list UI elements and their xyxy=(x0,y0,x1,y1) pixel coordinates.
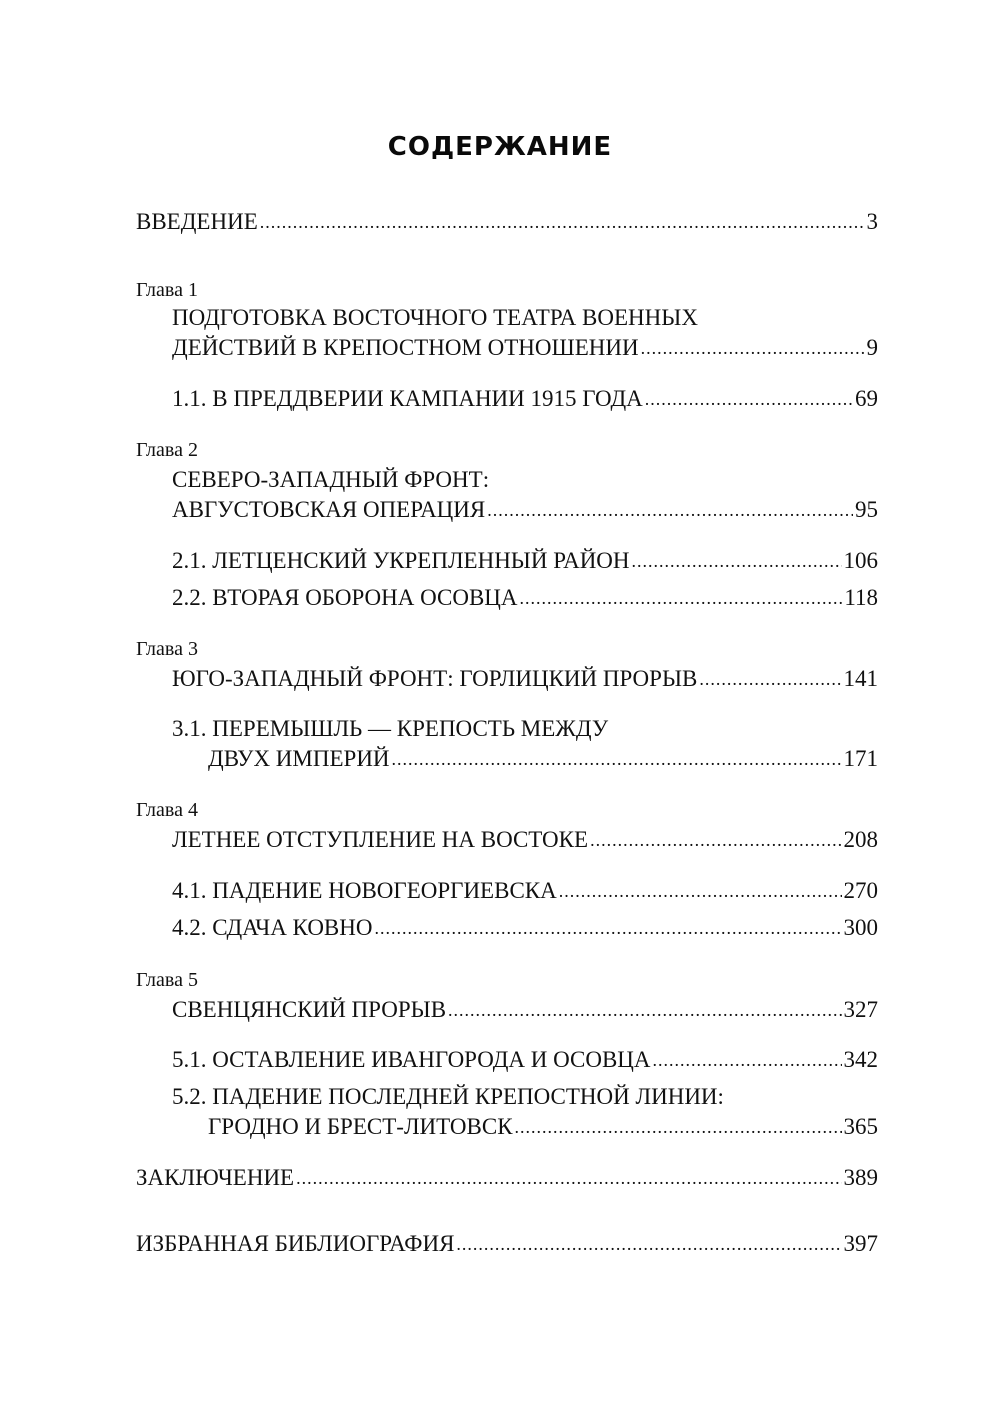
leader-dots xyxy=(260,206,865,237)
chapter-3-label: Глава 3 xyxy=(136,638,198,660)
entry-title: 5.1. ОСТАВЛЕНИЕ ИВАНГОРОДА И ОСОВЦА xyxy=(172,1047,651,1072)
entry-page: 118 xyxy=(844,585,878,610)
entry-page: 3 xyxy=(866,209,878,234)
entry-title: 1.1. В ПРЕДДВЕРИИ КАМПАНИИ 1915 ГОДА xyxy=(172,386,643,411)
toc-entry-intro[interactable] xyxy=(136,207,878,237)
entry-page: 300 xyxy=(843,915,878,940)
entry-page: 397 xyxy=(843,1231,878,1256)
leader-dots xyxy=(456,1228,841,1259)
entry-title: СЕВЕРО-ЗАПАДНЫЙ ФРОНТ: xyxy=(172,467,490,492)
entry-title: ЗАКЛЮЧЕНИЕ xyxy=(136,1165,295,1190)
entry-page: 141 xyxy=(843,666,878,691)
toc-entry-5-2-line1 xyxy=(172,1082,878,1112)
entry-title: ПОДГОТОВКА ВОСТОЧНОГО ТЕАТРА ВОЕННЫХ xyxy=(172,305,698,330)
entry-page: 327 xyxy=(843,997,878,1022)
entry-title: 2.1. ЛЕТЦЕНСКИЙ УКРЕПЛЕННЫЙ РАЙОН xyxy=(172,548,630,573)
page-title: СОДЕРЖАНИЕ xyxy=(387,132,613,162)
entry-title: ДЕЙСТВИЙ В КРЕПОСТНОМ ОТНОШЕНИИ xyxy=(172,335,639,360)
leader-dots xyxy=(448,994,841,1025)
toc-entry-5-2[interactable] xyxy=(208,1112,878,1142)
toc-entry-chapter-2[interactable] xyxy=(172,495,878,525)
entry-title: 4.2. СДАЧА КОВНО xyxy=(172,915,373,940)
chapter-5-label: Глава 5 xyxy=(136,969,198,991)
leader-dots xyxy=(487,494,853,525)
entry-title: АВГУСТОВСКАЯ ОПЕРАЦИЯ xyxy=(172,497,486,522)
leader-dots xyxy=(515,1111,842,1142)
entry-page: 389 xyxy=(843,1165,878,1190)
toc-entry-conclusion[interactable] xyxy=(136,1163,878,1193)
toc-entry-5-1[interactable] xyxy=(172,1045,878,1075)
entry-title: ЛЕТНЕЕ ОТСТУПЛЕНИЕ НА ВОСТОКЕ xyxy=(172,827,589,852)
leader-dots xyxy=(375,912,842,943)
leader-dots xyxy=(559,875,842,906)
entry-page: 342 xyxy=(843,1047,878,1072)
toc-entry-bibliography[interactable] xyxy=(136,1229,878,1259)
toc-entry-chapter-1[interactable] xyxy=(172,333,878,363)
toc-entry-3-1-line1 xyxy=(172,714,878,744)
entry-page: 69 xyxy=(855,386,878,411)
leader-dots xyxy=(520,582,843,613)
toc-entry-4-2[interactable] xyxy=(172,913,878,943)
entry-title: 3.1. ПЕРЕМЫШЛЬ — КРЕПОСТЬ МЕЖДУ xyxy=(172,716,609,741)
toc-entry-2-1[interactable] xyxy=(172,546,878,576)
chapter-2-label: Глава 2 xyxy=(136,439,198,461)
leader-dots xyxy=(653,1044,842,1075)
toc-entry-chapter-4[interactable] xyxy=(172,825,878,855)
entry-title: 4.1. ПАДЕНИЕ НОВОГЕОРГИЕВСКА xyxy=(172,878,557,903)
leader-dots xyxy=(699,663,841,694)
leader-dots xyxy=(296,1162,841,1193)
entry-page: 171 xyxy=(843,746,878,771)
leader-dots xyxy=(632,545,842,576)
entry-title: 2.2. ВТОРАЯ ОБОРОНА ОСОВЦА xyxy=(172,585,518,610)
toc-entry-4-1[interactable] xyxy=(172,876,878,906)
entry-title: СВЕНЦЯНСКИЙ ПРОРЫВ xyxy=(172,997,447,1022)
leader-dots xyxy=(392,743,842,774)
leader-dots xyxy=(645,383,853,414)
entry-page: 95 xyxy=(855,497,878,522)
entry-page: 9 xyxy=(866,335,878,360)
leader-dots xyxy=(641,332,865,363)
toc-entry-chapter-3[interactable] xyxy=(172,664,878,694)
toc-entry-2-2[interactable] xyxy=(172,583,878,613)
toc-entry-chapter-5[interactable] xyxy=(172,995,878,1025)
toc-entry-3-1[interactable] xyxy=(208,744,878,774)
chapter-4-label: Глава 4 xyxy=(136,799,198,821)
leader-dots xyxy=(590,824,841,855)
entry-title: ДВУХ ИМПЕРИЙ xyxy=(208,746,390,771)
entry-title: ГРОДНО И БРЕСТ-ЛИТОВСК xyxy=(208,1114,513,1139)
chapter-1-title-line1 xyxy=(172,303,878,333)
entry-title: ЮГО-ЗАПАДНЫЙ ФРОНТ: ГОРЛИЦКИЙ ПРОРЫВ xyxy=(172,666,698,691)
entry-page: 208 xyxy=(843,827,878,852)
chapter-2-title-line1 xyxy=(172,465,878,495)
entry-title: 5.2. ПАДЕНИЕ ПОСЛЕДНЕЙ КРЕПОСТНОЙ ЛИНИИ: xyxy=(172,1084,724,1109)
entry-page: 365 xyxy=(843,1114,878,1139)
entry-page: 106 xyxy=(843,548,878,573)
entry-title: ВВЕДЕНИЕ xyxy=(136,209,258,234)
entry-page: 270 xyxy=(843,878,878,903)
toc-entry-1-1[interactable] xyxy=(172,384,878,414)
chapter-1-label: Глава 1 xyxy=(136,279,198,301)
entry-title: ИЗБРАННАЯ БИБЛИОГРАФИЯ xyxy=(136,1231,455,1256)
